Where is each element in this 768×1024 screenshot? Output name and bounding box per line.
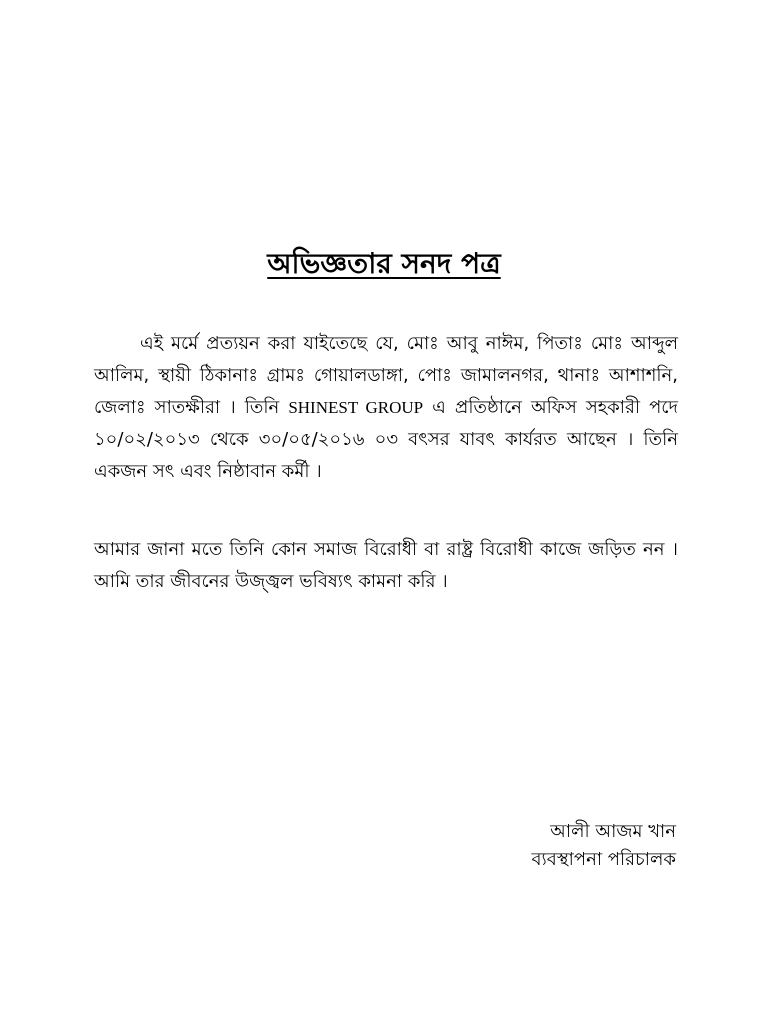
company-name: SHINEST GROUP: [288, 398, 424, 417]
paragraph-1-part-1: এই মর্মে প্রত্যয়ন করা যাইতেছে যে, মোঃ আবু নাঈম, পিতাঃ মোঃ আব্দুল আলিম, স্থায়ী ঠিকানাঃ গ্রামঃ গোয়ালডাঙ্গা, পোঃ জামালনগর, থানাঃ আশাশনি, জেলাঃ সাতক্ষীরা । তিনি: [94, 333, 678, 418]
certificate-paragraph-1: [94, 328, 678, 488]
title-text: অভিজ্ঞতার সনদ পত্র: [267, 247, 501, 280]
signatory-name: আলী আজম খান: [550, 821, 676, 842]
certificate-paragraph-2: আমার জানা মতে তিনি কোন সমাজ বিরোধী বা রাষ্ট্র বিরোধী কাজে জড়িত নন । আমি তার জীবনের উজ্জ্বল ভবিষ্যৎ কামনা করি ।: [94, 539, 678, 592]
paragraph-1-part-2: এ প্রতিষ্ঠানে অফিস সহকারী পদে ১০/০২/২০১৩ থেকে ৩০/০৫/২০১৬ ০৩ বৎসর যাবৎ কার্যরত আছেন । তিনি একজন সৎ এবং নিষ্ঠাবান কর্মী ।: [94, 397, 678, 482]
signatory-designation: ব্যবস্থাপনা পরিচালক: [531, 849, 676, 870]
document-title: [0, 244, 768, 284]
signature-block: [531, 818, 676, 874]
